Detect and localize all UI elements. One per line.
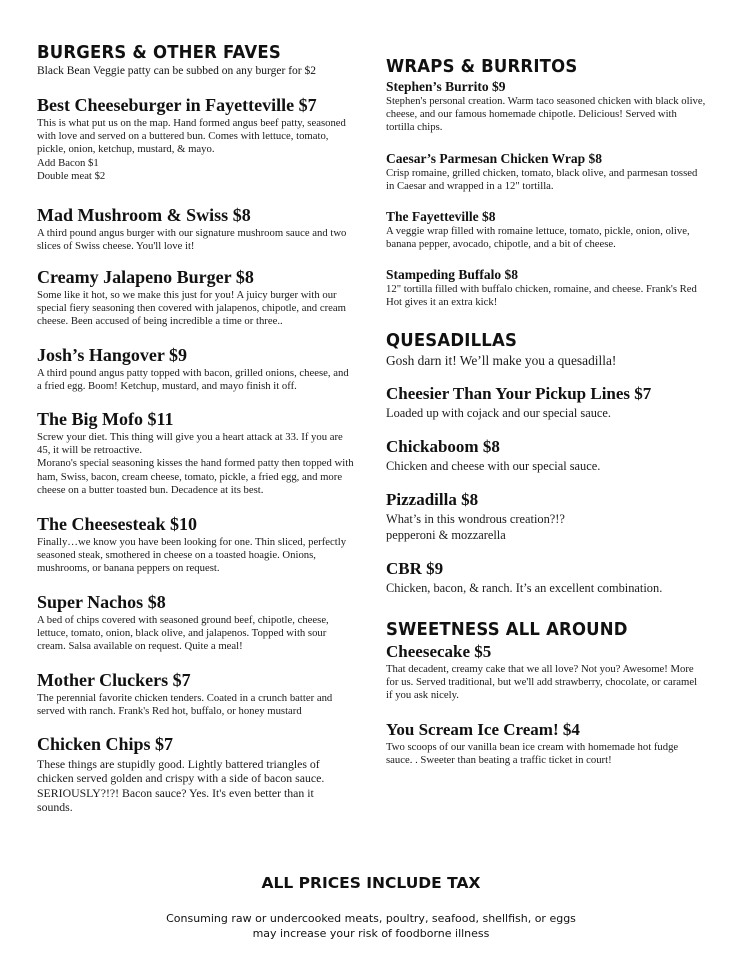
menu-item bbox=[386, 720, 706, 767]
item-description: A third pound angus patty topped with bacon, grilled onions, cheese, and a fried egg. Boom! Ketchup, mustard, and mayo finish it off. bbox=[37, 367, 349, 393]
item-description-2: pepperoni & mozzarella bbox=[386, 527, 506, 542]
sweetness-section bbox=[386, 621, 706, 639]
item-name: Chickaboom $8 bbox=[386, 437, 500, 456]
item-description: A bed of chips covered with seasoned ground beef, chipotle, cheese, lettuce, tomato, onion, black olive, and jalapenos. Topped with sour cream. Salsa available on request. Quite a meal! bbox=[37, 614, 329, 653]
item-description: Finally…we know you have been looking for one. Thin sliced, perfectly seasoned steak, smothered in cheese on a toasted hoagie. Onions, mushrooms, or banana peppers on request. bbox=[37, 536, 347, 575]
footer-note-line-2: may increase your risk of foodborne illness bbox=[252, 927, 490, 940]
menu-item bbox=[386, 209, 706, 251]
item-name: The Fayetteville $8 bbox=[386, 209, 496, 224]
item-name: Creamy Jalapeno Burger $8 bbox=[37, 267, 254, 287]
section-subtitle-quesadillas: Gosh darn it! We’ll make you a quesadilla! bbox=[386, 353, 617, 368]
menu-item bbox=[386, 642, 706, 703]
menu-item bbox=[386, 437, 706, 475]
menu-item bbox=[37, 514, 355, 576]
item-name: Cheesier Than Your Pickup Lines $7 bbox=[386, 384, 652, 403]
item-name: Best Cheeseburger in Fayetteville $7 bbox=[37, 95, 317, 115]
section-title-quesadillas: QUESADILLAS bbox=[386, 330, 518, 351]
menu-item bbox=[37, 95, 355, 183]
item-description: 12" tortilla filled with buffalo chicken, romaine, and cheese. Frank's Red Hot gives it an extra kick! bbox=[386, 283, 697, 309]
item-name: The Cheesesteak $10 bbox=[37, 514, 197, 534]
item-name: Super Nachos $8 bbox=[37, 592, 166, 612]
item-extra: Add Bacon $1 bbox=[37, 156, 99, 169]
section-title-burgers: BURGERS & OTHER FAVES bbox=[37, 42, 281, 63]
item-name: Stampeding Buffalo $8 bbox=[386, 267, 519, 282]
burgers-section bbox=[37, 44, 355, 78]
section-title-sweetness: SWEETNESS ALL AROUND bbox=[386, 619, 628, 640]
item-name: Josh’s Hangover $9 bbox=[37, 345, 188, 365]
menu-item bbox=[386, 490, 706, 543]
item-description: What’s in this wondrous creation?!? bbox=[386, 512, 565, 526]
item-name: You Scream Ice Cream! $4 bbox=[386, 720, 580, 739]
item-name: CBR $9 bbox=[386, 559, 444, 578]
item-description: A third pound angus burger with our signature mushroom sauce and two slices of Swiss cheese. You'll love it! bbox=[37, 227, 347, 253]
item-name: Caesar’s Parmesan Chicken Wrap $8 bbox=[386, 151, 602, 166]
item-description: Crisp romaine, grilled chicken, tomato, black olive, and parmesan tossed in Caesar and wrapped in a 12" tortilla. bbox=[386, 167, 698, 193]
item-name: Stephen’s Burrito $9 bbox=[386, 79, 506, 94]
item-name: Chicken Chips $7 bbox=[37, 734, 174, 754]
item-name: Mad Mushroom & Swiss $8 bbox=[37, 205, 251, 225]
item-description: Screw your diet. This thing will give you a heart attack at 33. If you are 45, it will be retroactive. bbox=[37, 431, 343, 457]
item-description: The perennial favorite chicken tenders. Coated in a crunch batter and served with ranch. Frank's Red hot, buffalo, or honey mustard bbox=[37, 692, 333, 718]
item-description: Stephen's personal creation. Warm taco seasoned chicken with black olive, cheese, and our famous homemade chipotle. Delicious! Served with tortilla chips. bbox=[386, 95, 706, 134]
menu-item bbox=[37, 592, 355, 654]
section-subtitle-burgers: Black Bean Veggie patty can be subbed on any burger for $2 bbox=[37, 65, 317, 77]
wraps-section bbox=[386, 58, 706, 76]
item-name: Mother Cluckers $7 bbox=[37, 670, 191, 690]
item-extra: Double meat $2 bbox=[37, 169, 106, 182]
item-description: This is what put us on the map. Hand formed angus beef patty, seasoned with love and served on a buttered bun. Comes with lettuce, tomato, pickle, onion, ketchup, mustard, & mayo. bbox=[37, 117, 346, 156]
footer-note-line-1: Consuming raw or undercooked meats, poultry, seafood, shellfish, or eggs bbox=[166, 912, 576, 925]
item-description: These things are stupidly good. Lightly battered triangles of chicken served golden and crispy with a side of bacon sauce. SERIOUSLY?!?! Bacon sauce? Yes. It's even better than it sounds. bbox=[37, 757, 325, 815]
menu-item bbox=[386, 267, 706, 309]
item-description: Loaded up with cojack and our special sauce. bbox=[386, 406, 612, 420]
menu-item bbox=[386, 79, 706, 135]
item-description: Two scoops of our vanilla bean ice cream with homemade hot fudge sauce. . Sweeter than beating a traffic ticket in court! bbox=[386, 741, 679, 767]
item-description: Chicken, bacon, & ranch. It’s an excellent combination. bbox=[386, 581, 663, 595]
menu-item bbox=[37, 734, 345, 815]
menu-item bbox=[386, 384, 706, 422]
item-description-2: Morano's special seasoning kisses the hand formed patty then topped with ham, Swiss, bacon, cream cheese, tomato, pickle, a fried egg, and more cheese on a butter toasted bun. Decadence at its best. bbox=[37, 457, 354, 496]
menu-item bbox=[37, 205, 355, 253]
item-name: Cheesecake $5 bbox=[386, 642, 492, 661]
quesadillas-section bbox=[386, 332, 706, 369]
section-title-wraps: WRAPS & BURRITOS bbox=[386, 56, 578, 77]
item-description: Chicken and cheese with our special sauce. bbox=[386, 459, 601, 473]
footer-note bbox=[0, 911, 742, 941]
item-description: That decadent, creamy cake that we all love? Not you? Awesome! More for us. Served traditional, but we'll add strawberry, chocolate, or caramel if you ask nicely. bbox=[386, 663, 698, 702]
menu-item bbox=[386, 151, 706, 193]
menu-item bbox=[37, 345, 355, 393]
menu-item bbox=[386, 559, 706, 597]
menu-item bbox=[37, 267, 355, 329]
item-description: Some like it hot, so we make this just for you! A juicy burger with our special fiery seasoning then covered with jalapenos, chipotle, and cream cheese. Been accused of being incredible a time or three.. bbox=[37, 289, 346, 328]
item-description: A veggie wrap filled with romaine lettuce, tomato, pickle, onion, olive, banana pepper, avocado, chipotle, and a bit of cheese. bbox=[386, 225, 690, 251]
item-name: The Big Mofo $11 bbox=[37, 409, 174, 429]
item-name: Pizzadilla $8 bbox=[386, 490, 479, 509]
footer-title: ALL PRICES INCLUDE TAX bbox=[261, 874, 481, 892]
menu-item bbox=[37, 409, 355, 497]
menu-item bbox=[37, 670, 355, 718]
